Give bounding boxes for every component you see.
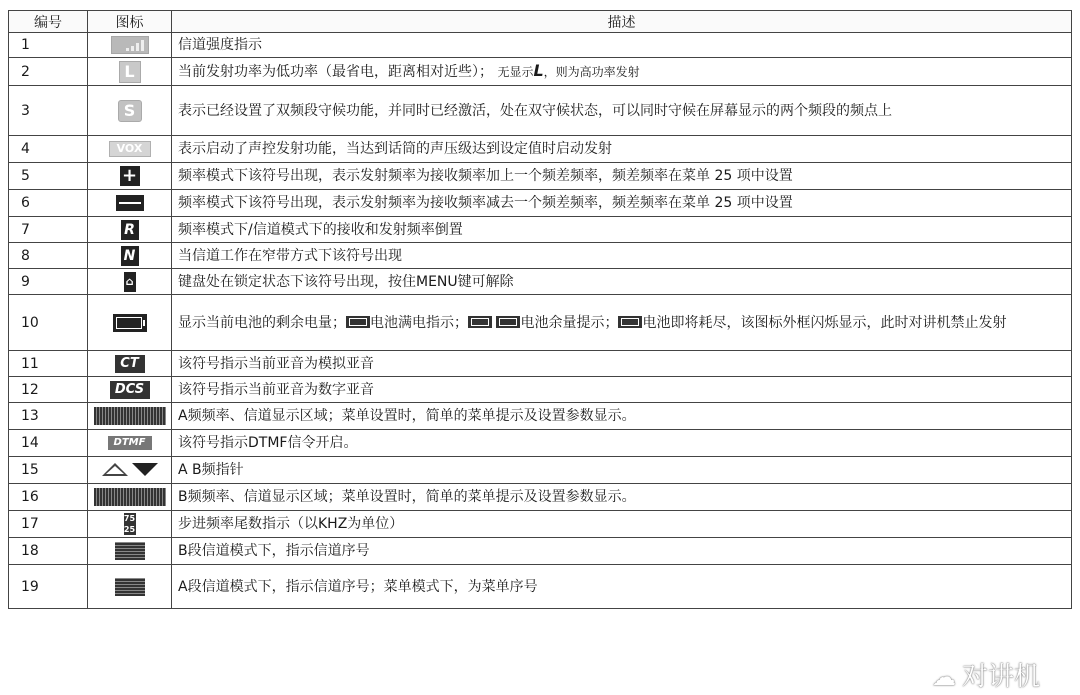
row-number: 8 — [9, 243, 88, 269]
row-description: 当信道工作在窄带方式下该符号出现 — [172, 243, 1072, 269]
dtmf-icon: DTMF — [108, 436, 152, 450]
table-row — [9, 86, 1072, 136]
ab-pointer-icon — [102, 463, 158, 477]
table-row — [9, 377, 1072, 403]
battery-low-icon — [496, 316, 520, 328]
row-description-text: 无显示 — [497, 64, 534, 79]
b-channel-number-icon — [115, 542, 145, 560]
row-number: 14 — [9, 430, 88, 457]
narrow-band-icon: N — [121, 246, 139, 266]
row-number: 3 — [9, 86, 88, 136]
table-row — [9, 457, 1072, 484]
table-row — [9, 58, 1072, 86]
row-number: 15 — [9, 457, 88, 484]
row-description: 频率模式下/信道模式下的接收和发射频率倒置 — [172, 217, 1072, 243]
row-description: 该符号指示当前亚音为数字亚音 — [172, 377, 1072, 403]
row-number: 5 — [9, 163, 88, 190]
row-description: 频率模式下该符号出现，表示发射频率为接收频率加上一个频差频率，频差频率在菜单 25 项中设置 — [172, 163, 1072, 190]
row-number: 2 — [9, 58, 88, 86]
row-description: 键盘处在锁定状态下该符号出现，按住MENU键可解除 — [172, 269, 1072, 295]
battery-full-icon — [346, 316, 370, 328]
watermark-text: 对讲机 — [961, 662, 1040, 692]
low-power-icon: L — [119, 61, 141, 83]
row-description: 表示已经设置了双频段守候功能，并同时已经激活，处在双守候状态，可以同时守候在屏幕显示的两个频段的频点上 — [172, 86, 1072, 136]
battery-empty-icon — [618, 316, 642, 328]
row-description-text: 当前发射功率为低功率（最省电，距离相对近些）； — [178, 63, 493, 80]
table-row — [9, 565, 1072, 609]
table-row — [9, 511, 1072, 538]
row-number: 4 — [9, 136, 88, 163]
table-row — [9, 217, 1072, 243]
row-number: 16 — [9, 484, 88, 511]
table-row — [9, 190, 1072, 217]
battery-icon — [113, 314, 147, 332]
row-number: 7 — [9, 217, 88, 243]
row-number: 9 — [9, 269, 88, 295]
table-row — [9, 243, 1072, 269]
row-number: 12 — [9, 377, 88, 403]
row-description-text: 显示当前电池的剩余电量； — [178, 314, 346, 331]
row-description-text: ，则为高功率发射 — [543, 64, 640, 79]
table-row — [9, 403, 1072, 430]
row-description: 该符号指示DTMF信令开启。 — [172, 430, 1072, 457]
icon-description-table — [8, 10, 1072, 609]
row-description-text: 电池即将耗尽，该图标外框闪烁显示，此时对讲机禁止发射 — [642, 314, 1007, 331]
table-row — [9, 33, 1072, 58]
row-number: 18 — [9, 538, 88, 565]
battery-half-icon — [468, 316, 492, 328]
wechat-icon: ☁ — [931, 663, 956, 691]
a-display-area-icon — [94, 407, 166, 425]
table-row — [9, 351, 1072, 377]
a-channel-number-icon — [115, 578, 145, 596]
header-row — [9, 11, 1072, 33]
header-icon: 图标 — [88, 11, 172, 33]
row-number: 17 — [9, 511, 88, 538]
row-description: B段信道模式下，指示信道序号 — [172, 538, 1072, 565]
row-description-text: 电池余量提示； — [520, 314, 619, 331]
table-row — [9, 136, 1072, 163]
key-lock-icon: ⌂ — [124, 272, 136, 292]
high-power-l-icon: L — [533, 60, 544, 80]
reverse-icon: R — [121, 220, 139, 240]
row-description — [172, 295, 1072, 351]
row-description: A段信道模式下，指示信道序号；菜单模式下，为菜单序号 — [172, 565, 1072, 609]
watermark — [932, 656, 1040, 693]
minus-offset-icon — [116, 195, 144, 211]
row-description: A B频指针 — [172, 457, 1072, 484]
header-desc: 描述 — [172, 11, 1072, 33]
row-number: 10 — [9, 295, 88, 351]
vox-icon: VOX — [109, 141, 151, 157]
plus-offset-icon: + — [120, 166, 140, 186]
dcs-icon: DCS — [110, 381, 150, 399]
step-digit-icon: 75 25 — [123, 514, 136, 534]
ctcss-icon: CT — [115, 355, 145, 373]
table-row — [9, 430, 1072, 457]
row-description: 表示启动了声控发射功能，当达到话筒的声压级达到设定值时启动发射 — [172, 136, 1072, 163]
row-description: 步进频率尾数指示（以KHZ为单位） — [172, 511, 1072, 538]
table-row — [9, 163, 1072, 190]
row-number: 11 — [9, 351, 88, 377]
dual-watch-icon: S — [118, 100, 142, 122]
signal-strength-icon — [111, 36, 149, 54]
row-description: 信道强度指示 — [172, 33, 1072, 58]
table-row — [9, 484, 1072, 511]
row-description: A频频率、信道显示区域；菜单设置时，简单的菜单提示及设置参数显示。 — [172, 403, 1072, 430]
row-number: 19 — [9, 565, 88, 609]
b-display-area-icon — [94, 488, 166, 506]
header-num: 编号 — [9, 11, 88, 33]
row-number: 1 — [9, 33, 88, 58]
row-number: 13 — [9, 403, 88, 430]
row-number: 6 — [9, 190, 88, 217]
row-description — [172, 58, 1072, 86]
row-description: 该符号指示当前亚音为模拟亚音 — [172, 351, 1072, 377]
row-description: 频率模式下该符号出现，表示发射频率为接收频率减去一个频差频率，频差频率在菜单 25 项中设置 — [172, 190, 1072, 217]
row-description-text: 电池满电指示； — [370, 314, 468, 331]
row-description: B频频率、信道显示区域；菜单设置时，简单的菜单提示及设置参数显示。 — [172, 484, 1072, 511]
table-row — [9, 295, 1072, 351]
table-row — [9, 269, 1072, 295]
table-row — [9, 538, 1072, 565]
